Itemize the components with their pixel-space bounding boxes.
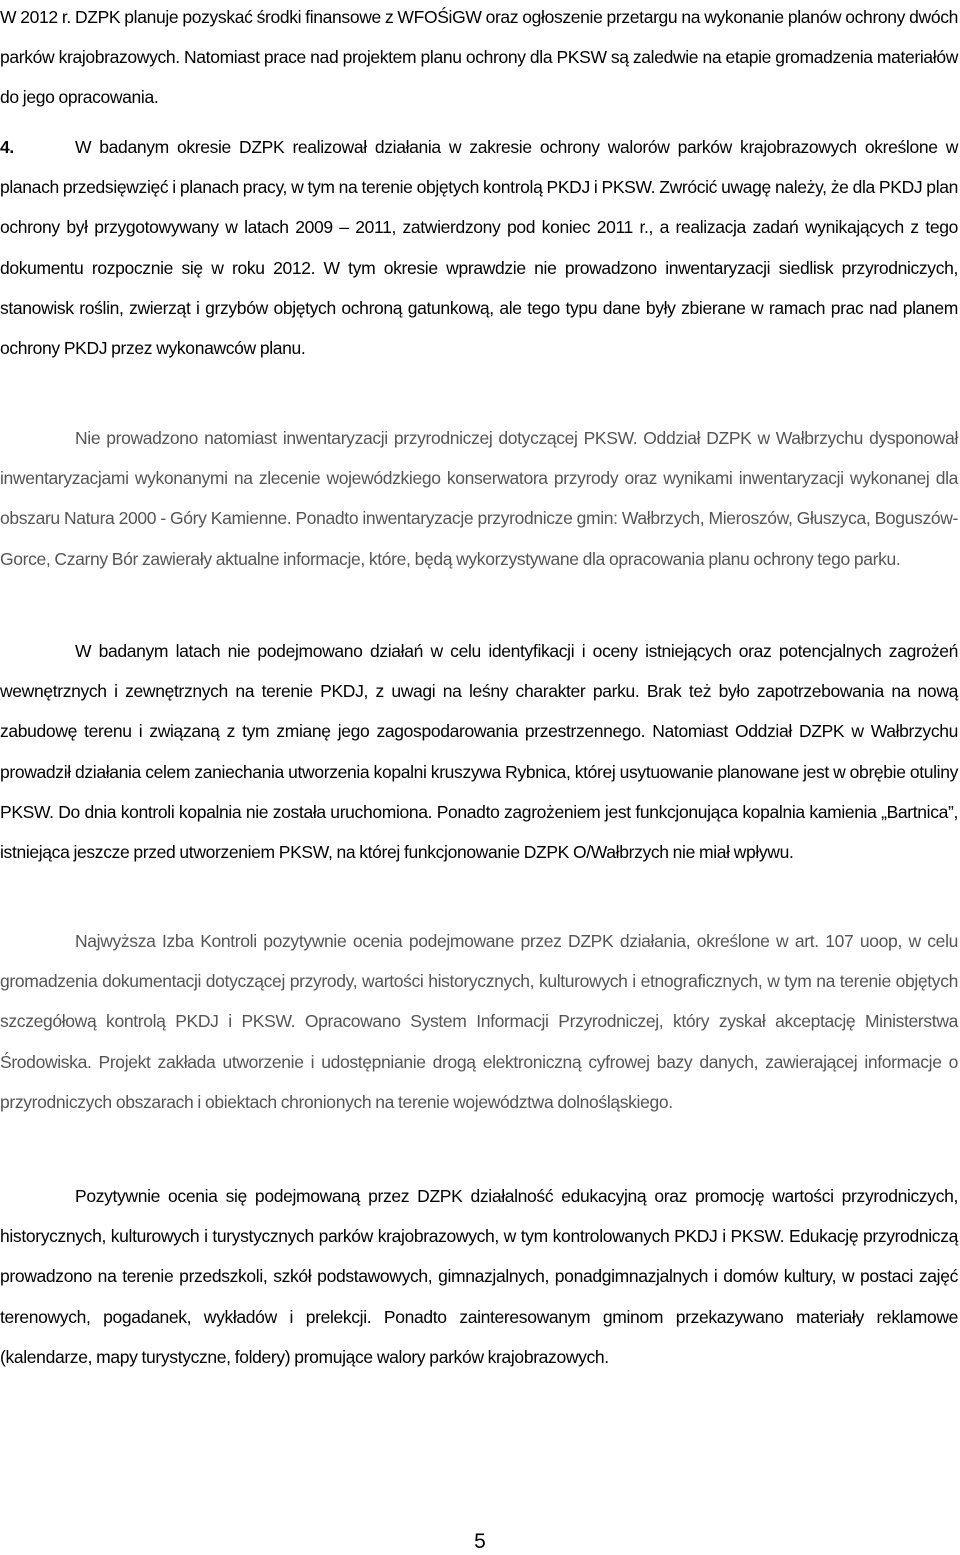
paragraph-text: Najwyższa Izba Kontroli pozytywnie ocenia podejmowane przez DZPK działania, określone w art. 107 uoop, w celu gromadzenia dokumentacji dotyczącej przyrody, wartości historycznych, kulturowych i etnograficznych, w tym na terenie objętych szczegółową kontrolą PKDJ i PKSW. Opracowano System Informacji Przyrodniczej, który zyskał akceptację Ministerstwa Środowiska. Projekt zakłada utworzenie i udostępnianie drogą elektroniczną cyfrowej bazy danych, zawierającej informacje o przyrodniczych obszarach i obiektach chronionych na terenie województwa dolnośląskiego.	[0, 931, 958, 1112]
paragraph-education	[0, 1176, 958, 1377]
paragraph-text: Nie prowadzono natomiast inwentaryzacji przyrodniczej dotyczącej PKSW. Oddział DZPK w Wałbrzychu dysponował inwentaryzacjami wykonanymi na zlecenie wojewódzkiego konserwatora przyrody oraz wynikami inwentaryzacji wykonanej dla obszaru Natura 2000 - Góry Kamienne. Ponadto inwentaryzacje przyrodnicze gmin: Wałbrzych, Mieroszów, Głuszyca, Boguszów-Gorce, Czarny Bór zawierały aktualne informacje, które, będą wykorzystywane dla opracowania planu ochrony tego parku.	[0, 428, 958, 569]
paragraph-threats	[0, 631, 958, 872]
paragraph-nik-assessment	[0, 921, 958, 1122]
paragraph-text: W badanym latach nie podejmowano działań w celu identyfikacji i oceny istniejących oraz potencjalnych zagrożeń wewnętrznych i zewnętrznych na terenie PKDJ, z uwagi na leśny charakter parku. Brak też było zapotrzebowania na nową zabudowę terenu i związaną z tym zmianę jego zagospodarowania przestrzennego. Natomiast Oddział DZPK w Wałbrzychu prowadził działania celem zaniechania utworzenia kopalni kruszywa Rybnica, której usytuowanie planowane jest w obrębie otuliny PKSW. Do dnia kontroli kopalnia nie została uruchomiona. Ponadto zagrożeniem jest funkcjonująca kopalnia kamienia „Bartnica”, istniejąca jeszcze przed utworzeniem PKSW, na której funkcjonowanie DZPK O/Wałbrzych nie miał wpływu.	[0, 641, 958, 863]
paragraph-4-protection-activities	[0, 127, 958, 368]
paragraph-inventory	[0, 418, 958, 579]
paragraph-text: Pozytywnie ocenia się podejmowaną przez DZPK działalność edukacyjną oraz promocję wartości przyrodniczych, historycznych, kulturowych i turystycznych parków krajobrazowych, w tym kontrolowanych PKDJ i PKSW. Edukację przyrodniczą prowadzono na terenie przedszkoli, szkół podstawowych, gimnazjalnych, ponadgimnazjalnych i domów kultury, w postaci zajęć terenowych, pogadanek, wykładów i prelekcji. Ponadto zainteresowanym gminom przekazywano materiały reklamowe (kalendarze, mapy turystyczne, foldery) promujące walory parków krajobrazowych.	[0, 1186, 958, 1367]
paragraph-text: W badanym okresie DZPK realizował działania w zakresie ochrony walorów parków krajobrazowych określone w planach przedsięwzięć i planach pracy, w tym na terenie objętych kontrolą PKDJ i PKSW. Zwrócić uwagę należy, że dla PKDJ plan ochrony był przygotowywany w latach 2009 – 2011, zatwierdzony pod koniec 2011 r., a realizacja zadań wynikających z tego dokumentu rozpocznie się w roku 2012. W tym okresie wprawdzie nie prowadzono inwentaryzacji siedlisk przyrodniczych, stanowisk roślin, zwierząt i grzybów objętych ochroną gatunkową, ale tego typu dane były zbierane w ramach prac nad planem ochrony PKDJ przez wykonawców planu.	[0, 137, 958, 359]
paragraph-text: W 2012 r. DZPK planuje pozyskać środki finansowe z WFOŚiGW oraz ogłoszenie przetargu na wykonanie planów ochrony dwóch parków krajobrazowych. Natomiast prace nad projektem planu ochrony dla PKSW są zaledwie na etapie gromadzenia materiałów do jego opracowania.	[0, 7, 958, 108]
paragraph-funding-plans	[0, 0, 958, 118]
page-number: 5	[474, 1530, 486, 1553]
section-number: 4.	[0, 137, 14, 157]
